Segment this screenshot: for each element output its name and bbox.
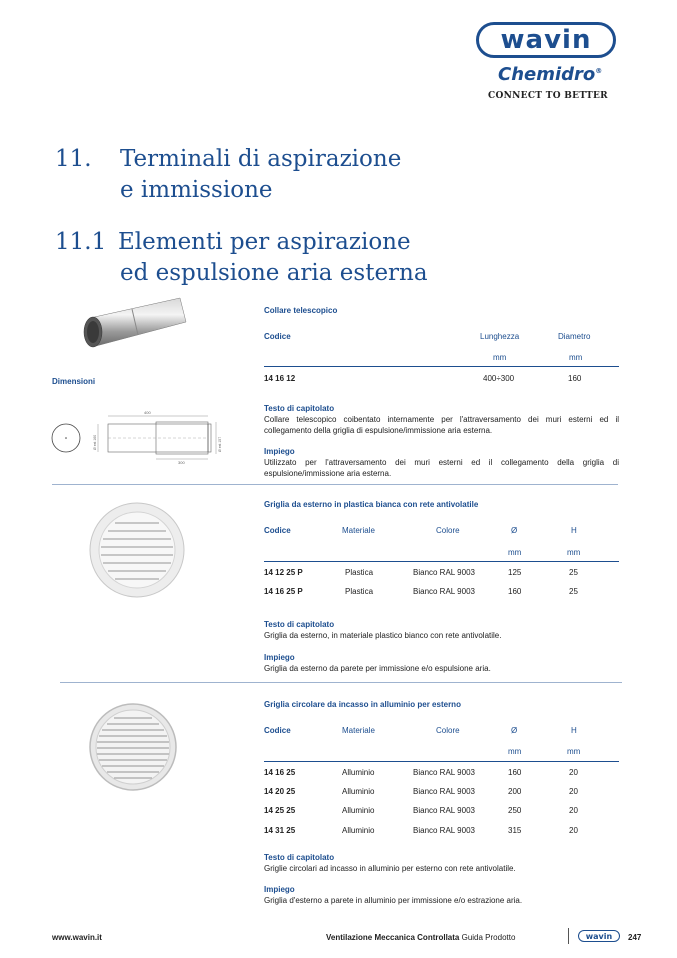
s2-spec-label: Testo di capitolato: [264, 620, 335, 629]
s1-unit-lunghezza: mm: [493, 353, 507, 362]
dimensions-label: Dimensioni: [52, 377, 96, 386]
s1-use-label: Impiego: [264, 447, 295, 456]
s3-spec-text: Griglie circolari ad incasso in alluminio per esterno con rete antivolatile.: [264, 864, 516, 873]
aluminium-grille-image: [88, 702, 178, 792]
section-divider-2: [60, 682, 622, 683]
s1-col-codice: Codice: [264, 332, 291, 341]
s3-r1-codice: 14 16 25: [264, 768, 296, 777]
s2-r2-diam: 160: [508, 587, 522, 596]
s3-r3-h: 20: [569, 806, 578, 815]
s1-col-lunghezza: Lunghezza: [480, 332, 520, 341]
drawing-diam-left: Ø est 160: [93, 434, 97, 450]
s3-r1-colore: Bianco RAL 9003: [413, 768, 475, 777]
s2-table-rule: [264, 561, 619, 562]
s2-unit-diam: mm: [508, 548, 522, 557]
s3-r2-h: 20: [569, 787, 578, 796]
section-divider-1: [52, 484, 618, 485]
brand-tagline: CONNECT TO BETTER: [488, 91, 608, 101]
footer-wavin-logo: wavin: [578, 930, 620, 942]
s2-spec-text: Griglia da esterno, in materiale plastico bianco con rete antivolatile.: [264, 631, 502, 640]
s3-r2-colore: Bianco RAL 9003: [413, 787, 475, 796]
s2-r2-h: 25: [569, 587, 578, 596]
s1-row-codice: 14 16 12: [264, 374, 296, 383]
s2-r2-colore: Bianco RAL 9003: [413, 587, 475, 596]
s2-col-diam: Ø: [511, 526, 518, 535]
s3-col-materiale: Materiale: [342, 726, 375, 735]
s3-spec-label: Testo di capitolato: [264, 853, 335, 862]
s2-r1-codice: 14 12 25 P: [264, 568, 303, 577]
s2-r2-codice: 14 16 25 P: [264, 587, 303, 596]
footer-website[interactable]: www.wavin.it: [52, 933, 102, 942]
s1-use-text: Utilizzato per l'attraversamento dei muri esterni ed il collegamento della griglia di espulsione/immissione aria esterna.: [264, 458, 619, 478]
s3-use-block: [264, 884, 619, 906]
s1-row-diametro: 160: [568, 374, 582, 383]
s3-r3-codice: 14 25 25: [264, 806, 296, 815]
s3-r2-codice: 14 20 25: [264, 787, 296, 796]
section2-title: Griglia da esterno in plastica bianca con rete antivolatile: [264, 500, 479, 509]
h1-number: 11.: [55, 146, 92, 172]
drawing-length-bottom: 300: [178, 460, 185, 465]
s1-spec-label: Testo di capitolato: [264, 404, 335, 413]
s1-spec-block: [264, 403, 619, 436]
s2-use-block: [264, 652, 619, 674]
s3-r1-materiale: Alluminio: [342, 768, 375, 777]
s3-use-text: Griglia d'esterno a parete in alluminio per immissione e/o estrazione aria.: [264, 896, 523, 905]
s3-r4-materiale: Alluminio: [342, 826, 375, 835]
section3-title: Griglia circolare da incasso in alluminio per esterno: [264, 700, 461, 709]
s3-col-codice: Codice: [264, 726, 291, 735]
h2-number: 11.1: [55, 229, 107, 255]
s1-use-block: [264, 446, 619, 479]
h1-line2: e immissione: [120, 177, 273, 203]
s2-r1-colore: Bianco RAL 9003: [413, 568, 475, 577]
footer-page-number: 247: [628, 933, 642, 942]
s2-r2-materiale: Plastica: [345, 587, 374, 596]
h1-line1: Terminali di aspirazione: [120, 146, 402, 172]
s2-r1-diam: 125: [508, 568, 522, 577]
plastic-grille-image: [88, 501, 186, 599]
telescopic-collar-image: [76, 296, 188, 358]
s1-col-diametro: Diametro: [558, 332, 591, 341]
s3-unit-diam: mm: [508, 747, 522, 756]
s2-col-materiale: Materiale: [342, 526, 375, 535]
s3-r3-diam: 250: [508, 806, 522, 815]
s3-use-label: Impiego: [264, 885, 295, 894]
s3-col-colore: Colore: [436, 726, 460, 735]
s3-unit-h: mm: [567, 747, 581, 756]
s1-unit-diametro: mm: [569, 353, 583, 362]
s2-use-text: Griglia da esterno da parete per immissione e/o espulsione aria.: [264, 664, 491, 673]
h2-line1: Elementi per aspirazione: [118, 229, 411, 255]
h2-line2: ed espulsione aria esterna: [120, 260, 428, 286]
s3-r1-diam: 160: [508, 768, 522, 777]
s3-col-h: H: [571, 726, 577, 735]
s3-col-diam: Ø: [511, 726, 518, 735]
footer-doc-title: Ventilazione Meccanica Controllata: [326, 933, 460, 942]
s3-r3-colore: Bianco RAL 9003: [413, 806, 475, 815]
s3-table-rule: [264, 761, 619, 762]
s2-r1-materiale: Plastica: [345, 568, 374, 577]
section1-title: Collare telescopico: [264, 306, 338, 315]
footer-separator: [568, 928, 569, 944]
s3-spec-block: [264, 852, 619, 874]
s3-r2-diam: 200: [508, 787, 522, 796]
registered-mark: ®: [595, 67, 603, 75]
s3-r4-h: 20: [569, 826, 578, 835]
drawing-length-top: 400: [144, 410, 151, 415]
s2-col-colore: Colore: [436, 526, 460, 535]
s3-r4-diam: 315: [508, 826, 522, 835]
wavin-logo: wavin: [476, 22, 616, 58]
s1-spec-text: Collare telescopico coibentato internamente per l'attraversamento dei muri esterni ed il collegamento della griglia di espulsione/immissione aria esterna.: [264, 415, 619, 435]
s2-col-h: H: [571, 526, 577, 535]
s3-r1-h: 20: [569, 768, 578, 777]
s3-r2-materiale: Alluminio: [342, 787, 375, 796]
s2-r1-h: 25: [569, 568, 578, 577]
chemidro-logo: [498, 64, 602, 85]
technical-drawing: [48, 404, 223, 466]
s2-spec-block: [264, 619, 619, 641]
chemidro-text: Chemidro: [498, 64, 596, 85]
s3-r4-codice: 14 31 25: [264, 826, 296, 835]
s1-table-rule: [264, 366, 619, 367]
s3-r3-materiale: Alluminio: [342, 806, 375, 815]
drawing-diam-right: Ø est 157: [218, 436, 222, 452]
s2-use-label: Impiego: [264, 653, 295, 662]
footer-doc: [326, 933, 515, 942]
s3-r4-colore: Bianco RAL 9003: [413, 826, 475, 835]
footer-doc-subtitle: Guida Prodotto: [461, 933, 516, 942]
s2-unit-h: mm: [567, 548, 581, 557]
s1-row-lunghezza: 400÷300: [483, 374, 515, 383]
s2-col-codice: Codice: [264, 526, 291, 535]
